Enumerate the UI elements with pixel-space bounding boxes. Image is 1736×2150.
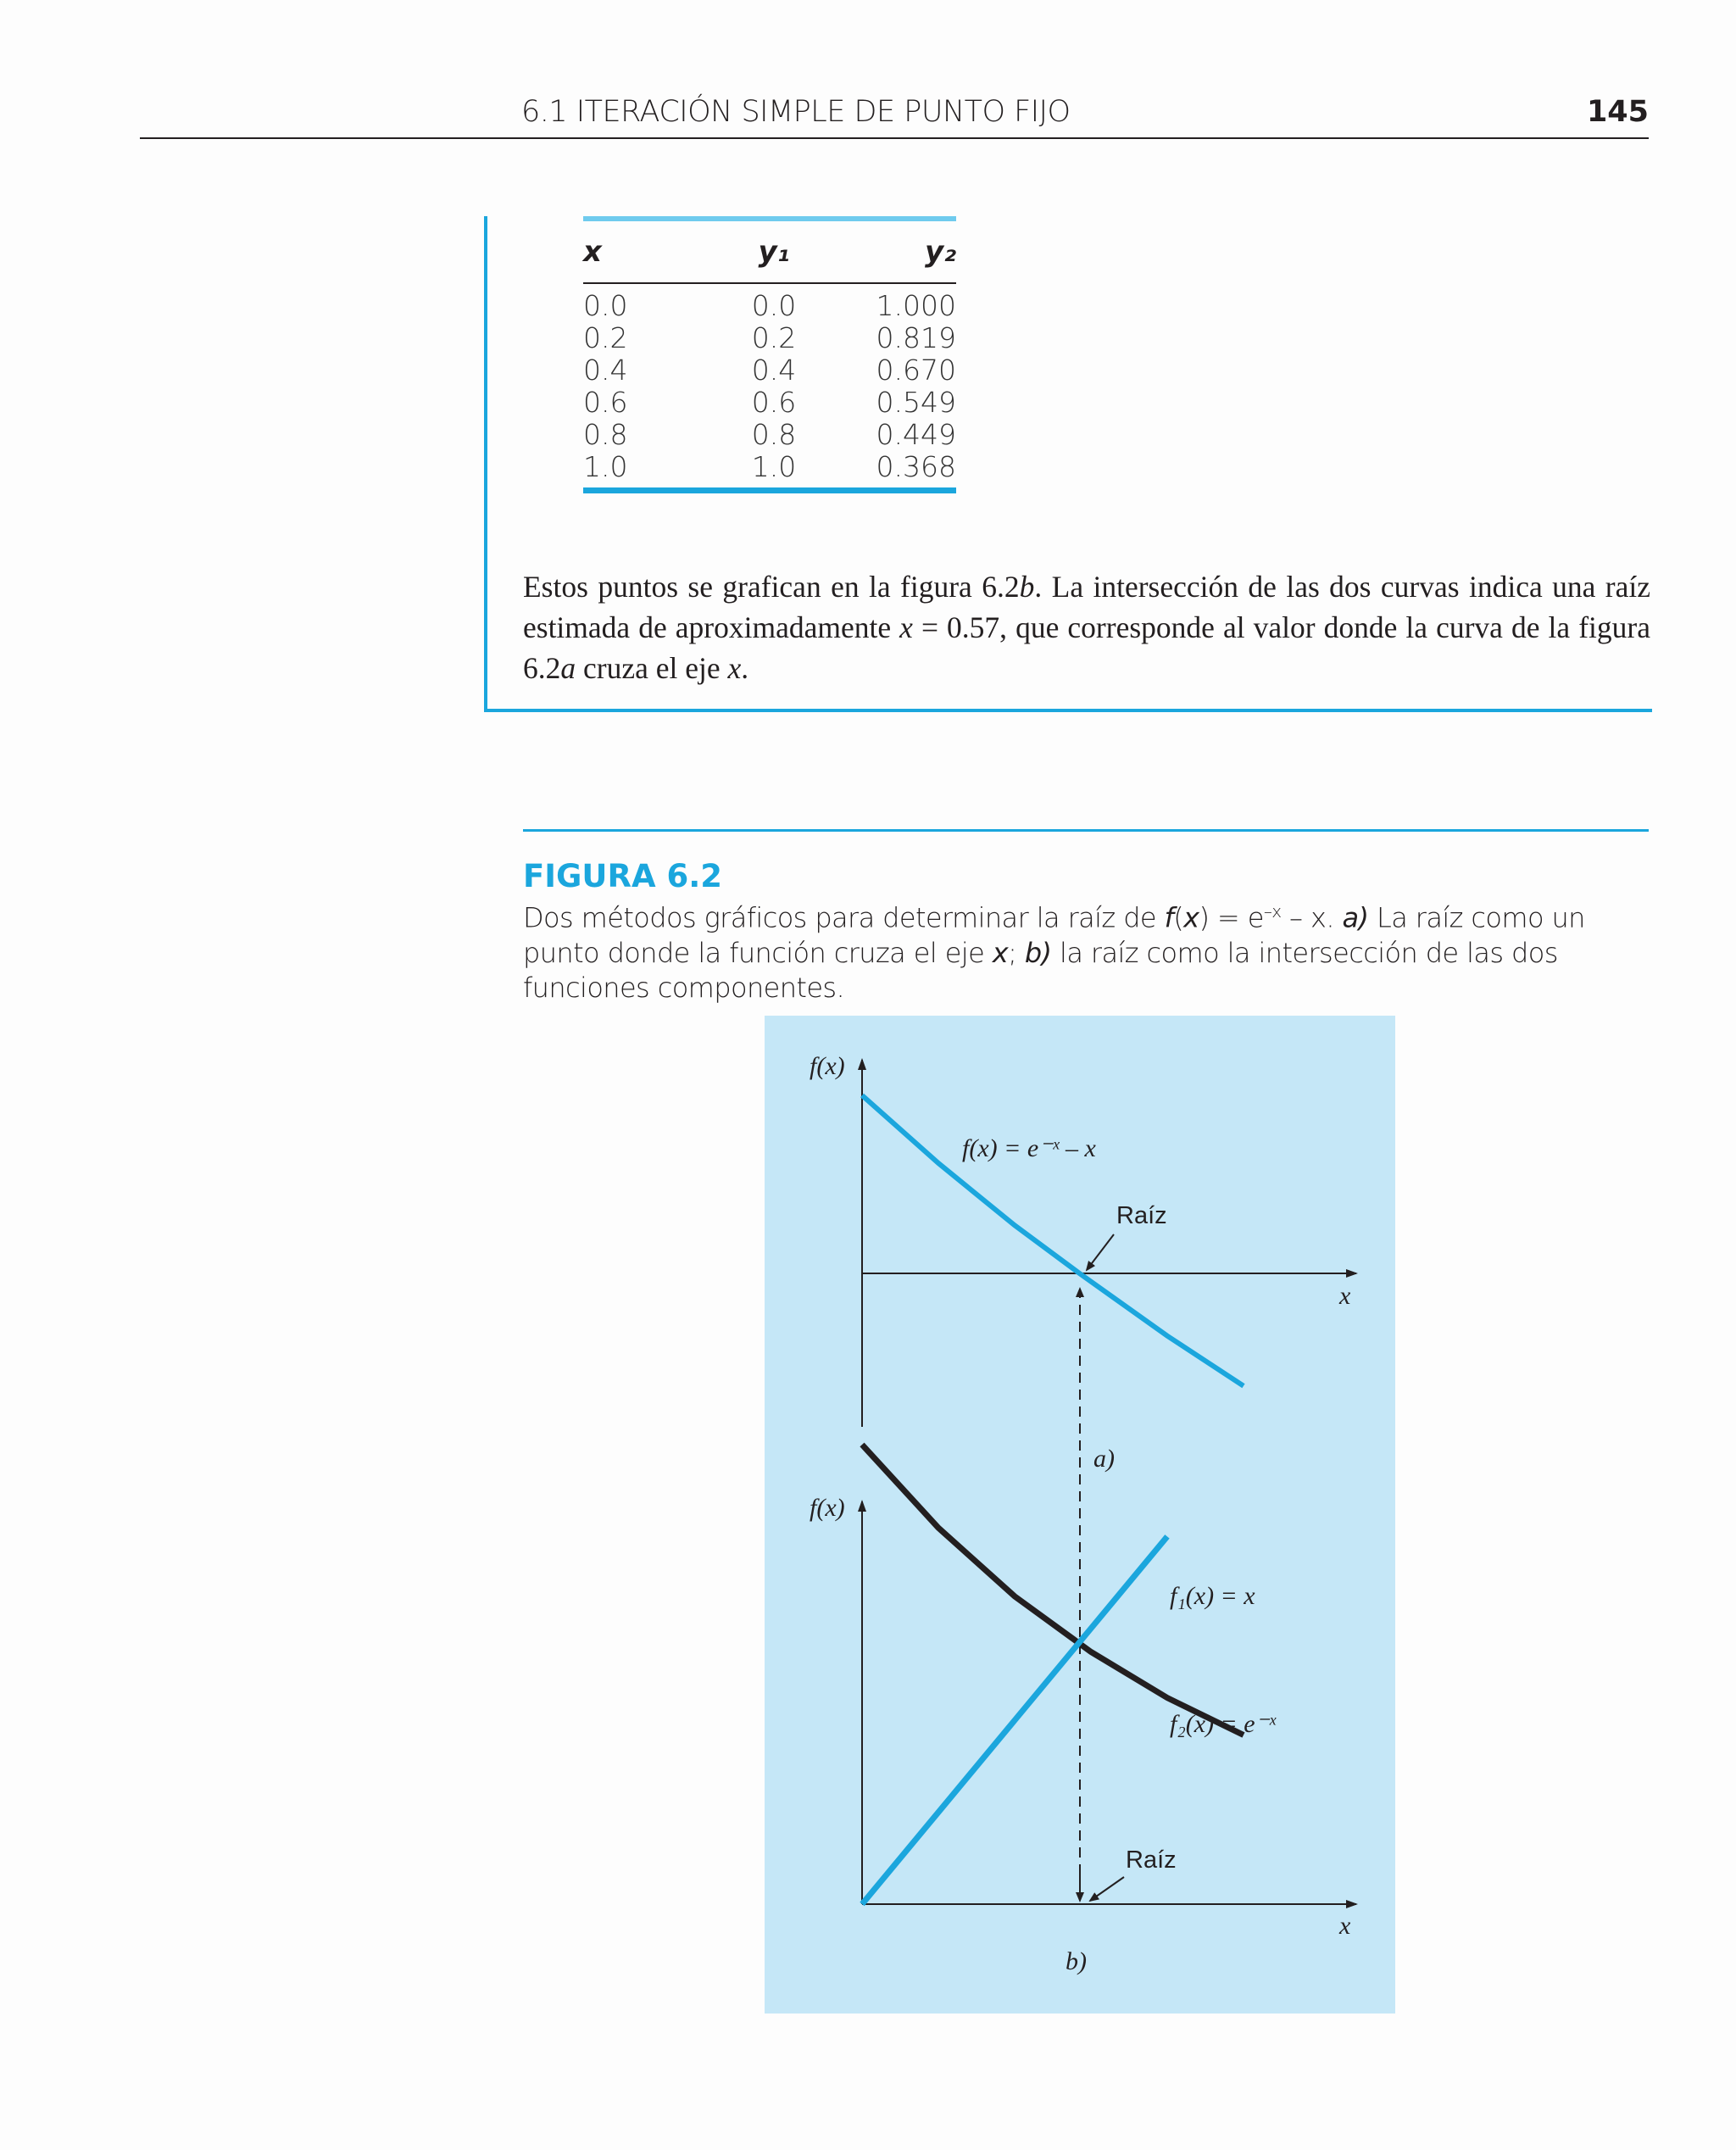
- panel-a-y-label: f(x): [810, 1052, 845, 1080]
- figure-label: FIGURA 6.2: [523, 858, 723, 894]
- figure-panel: [765, 1016, 1395, 2014]
- panel-a-root-pointer: [1087, 1234, 1114, 1270]
- panel-b-sublabel: b): [1066, 1947, 1087, 1975]
- panel-b-root-label: Raíz: [1126, 1846, 1177, 1874]
- example-paragraph: Estos puntos se grafican en la figura 6.2b. La intersección de las dos curvas indica una raíz estimada de aproximadamente x = 0.57, que corresponde al valor donde la curva de la figura 6.2a cruza el eje x.: [523, 569, 1650, 685]
- col-header-y2: y₂: [924, 235, 956, 269]
- table-row: [583, 354, 956, 386]
- figure-rule: [523, 829, 1649, 832]
- panel-a-x-label: x: [1339, 1282, 1351, 1310]
- data-table: [583, 216, 956, 493]
- panel-b-f1-label: f₁(x) = x: [1170, 1582, 1255, 1610]
- cell: 0.6: [583, 385, 628, 419]
- cell: 0.4: [751, 353, 797, 387]
- cell: 0.2: [751, 320, 797, 354]
- page-number: 145: [1586, 95, 1649, 129]
- cell: 0.4: [583, 353, 628, 387]
- panel-b-root-pointer: [1090, 1877, 1124, 1901]
- cell: 0.549: [876, 385, 956, 419]
- col-header-y1: y₁: [758, 235, 790, 269]
- panel-b-f2-label: f₂(x) = e⁻ˣ: [1170, 1710, 1276, 1738]
- table-row: [583, 418, 956, 450]
- panel-b-f1-line: [862, 1536, 1167, 1904]
- cell: 0.2: [583, 320, 628, 354]
- panel-b-y-label: f(x): [810, 1494, 845, 1522]
- col-header-x: x: [583, 235, 602, 269]
- cell: 0.6: [751, 385, 797, 419]
- panel-b-x-label: x: [1339, 1912, 1351, 1940]
- cell: 0.819: [876, 320, 956, 354]
- cell: 0.449: [876, 417, 956, 451]
- cell: 0.0: [751, 288, 797, 322]
- cell: 0.8: [751, 417, 797, 451]
- figure-svg: [765, 1016, 1395, 2014]
- table-row: [583, 289, 956, 321]
- table-row: [583, 321, 956, 354]
- cell: 1.0: [751, 449, 797, 483]
- cell: 0.670: [876, 353, 956, 387]
- cell: 1.000: [876, 288, 956, 322]
- cell: 0.368: [876, 449, 956, 483]
- table-header: [583, 221, 956, 284]
- cell: 1.0: [583, 449, 628, 483]
- section-title: 6.1 ITERACIÓN SIMPLE DE PUNTO FIJO: [521, 95, 1071, 129]
- table-body: [583, 284, 956, 493]
- cell: 0.0: [583, 288, 628, 322]
- running-head: [140, 95, 1649, 139]
- panel-a-root-label: Raíz: [1116, 1202, 1167, 1229]
- panel-a-sublabel: a): [1093, 1445, 1115, 1473]
- figure-caption: Dos métodos gráficos para determinar la raíz de $f(x) = e^{-x} - x$. a) La raíz como un punto donde la función cruza el eje x; b) la raíz como la intersección de las dos funciones componentes.: [523, 901, 1585, 1004]
- table-row: [583, 386, 956, 418]
- cell: 0.8: [583, 417, 628, 451]
- table-row: [583, 450, 956, 482]
- panel-a-curve-label: f(x) = e⁻ˣ – x: [962, 1134, 1096, 1162]
